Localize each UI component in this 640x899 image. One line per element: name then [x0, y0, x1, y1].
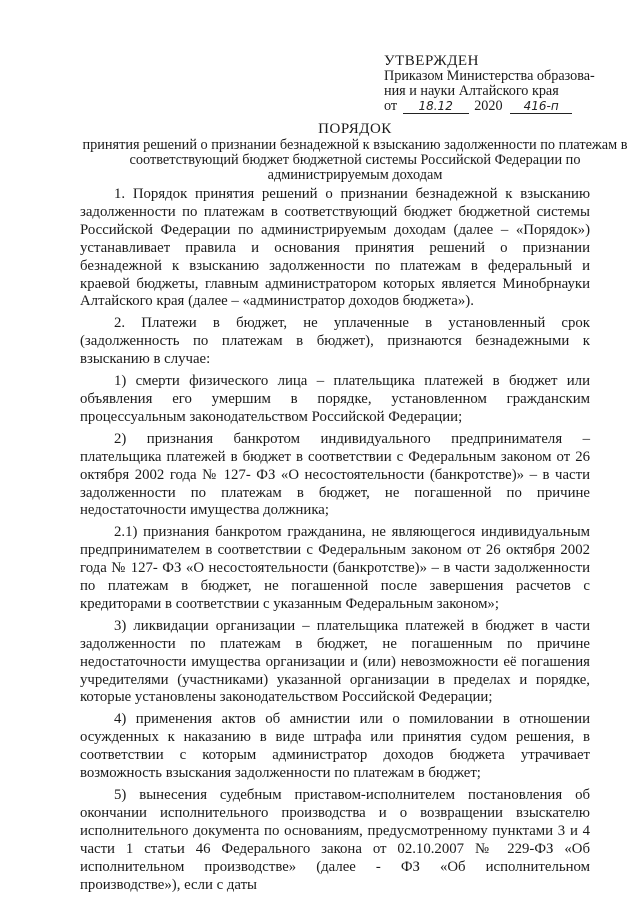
list-item-2-1: 2.1) признания банкротом гражданина, не являющегося индивидуальным предпринимателем в соответствии с Федеральным законом от 26 октября 2002 года № 127- ФЗ «О несостоятельности (банкротстве)» – в части задолженности по платежам в бюджет, не погашенной после завершения расчетов с кредиторами в соответствии с указанным Федеральным законом»;: [80, 524, 590, 612]
document-subtitle: принятия решений о признании безнадежной к взысканию задолженности по платежам в соответствующий бюджет бюджетной системы Российской Федерации по администрируемым доходам: [82, 137, 628, 183]
approval-title: УТВЕРЖДЕН: [384, 53, 479, 69]
date-prefix: от: [384, 98, 398, 114]
list-item-5: 5) вынесения судебным приставом-исполнителем постановления об окончании исполнительного производства и о возвращении взыскателю исполнительного документа по основаниям, предусмотренному пунктами 3 и 4 части 1 статьи 46 Федерального закона от 02.10.2007 № 229-ФЗ «Об исполнительном производстве» (далее - ФЗ «Об исполнительном производстве»), если с даты: [80, 787, 590, 893]
approval-year: 2020: [474, 98, 503, 114]
paragraph-2: 2. Платежи в бюджет, не уплаченные в установленный срок (задолженность по платежам в бюджет), признаются безнадежными к взысканию в случае:: [80, 315, 590, 368]
list-item-4: 4) применения актов об амнистии или о помиловании в отношении осужденных к наказанию в виде штрафа или принятия судом решения, в соответствии с которым администратор доходов бюджета утрачивает возможность взыскания задолженности по платежам в бюджет;: [80, 711, 590, 782]
document-body: [80, 186, 590, 898]
list-item-2: 2) признания банкротом индивидуального предпринимателя – плательщика платежей в бюджет в соответствии с Федеральным законом от 26 октября 2002 года № 127- ФЗ «О несостоятельности (банкротстве)» – в части задолженности по платежам в бюджет, не погашенной по причине недостаточности имущества должника;: [80, 430, 590, 519]
list-item-3: 3) ликвидации организации – плательщика платежей в бюджет в части задолженности по платежам в бюджет, не погашенным по причине недостаточности имущества организации и (или) невозможности её погашения учредителями (участниками) указанной организации в пределах и порядке, которые установлены законодательством Российской Федерации;: [80, 617, 590, 706]
document-title: ПОРЯДОК: [318, 121, 392, 137]
approval-stamp-block: [384, 54, 634, 114]
approval-line-1: Приказом Министерства образова-: [384, 68, 595, 84]
handwritten-date: 18.12: [403, 100, 469, 114]
paragraph-1: 1. Порядок принятия решений о признании безнадежной к взысканию задолженности по платежам в соответствующий бюджет бюджетной системы Российской Федерации по администрируемым доходам (далее – «Порядок») устанавливает правила и основания принятия решений о признании безнадежной к взысканию задолженности по платежам в федеральный и краевой бюджеты, главным администратором которых является Минобрнауки Алтайского края (далее – «администратор доходов бюджета»).: [80, 186, 590, 310]
list-item-1: 1) смерти физического лица – плательщика платежей в бюджет или объявления его умершим в порядке, установленном гражданским процессуальным законодательством Российской Федерации;: [80, 373, 590, 425]
approval-line-2: ния и науки Алтайского края: [384, 83, 559, 99]
approval-date-line: [384, 99, 634, 114]
handwritten-order-number: 416-п: [510, 100, 572, 114]
